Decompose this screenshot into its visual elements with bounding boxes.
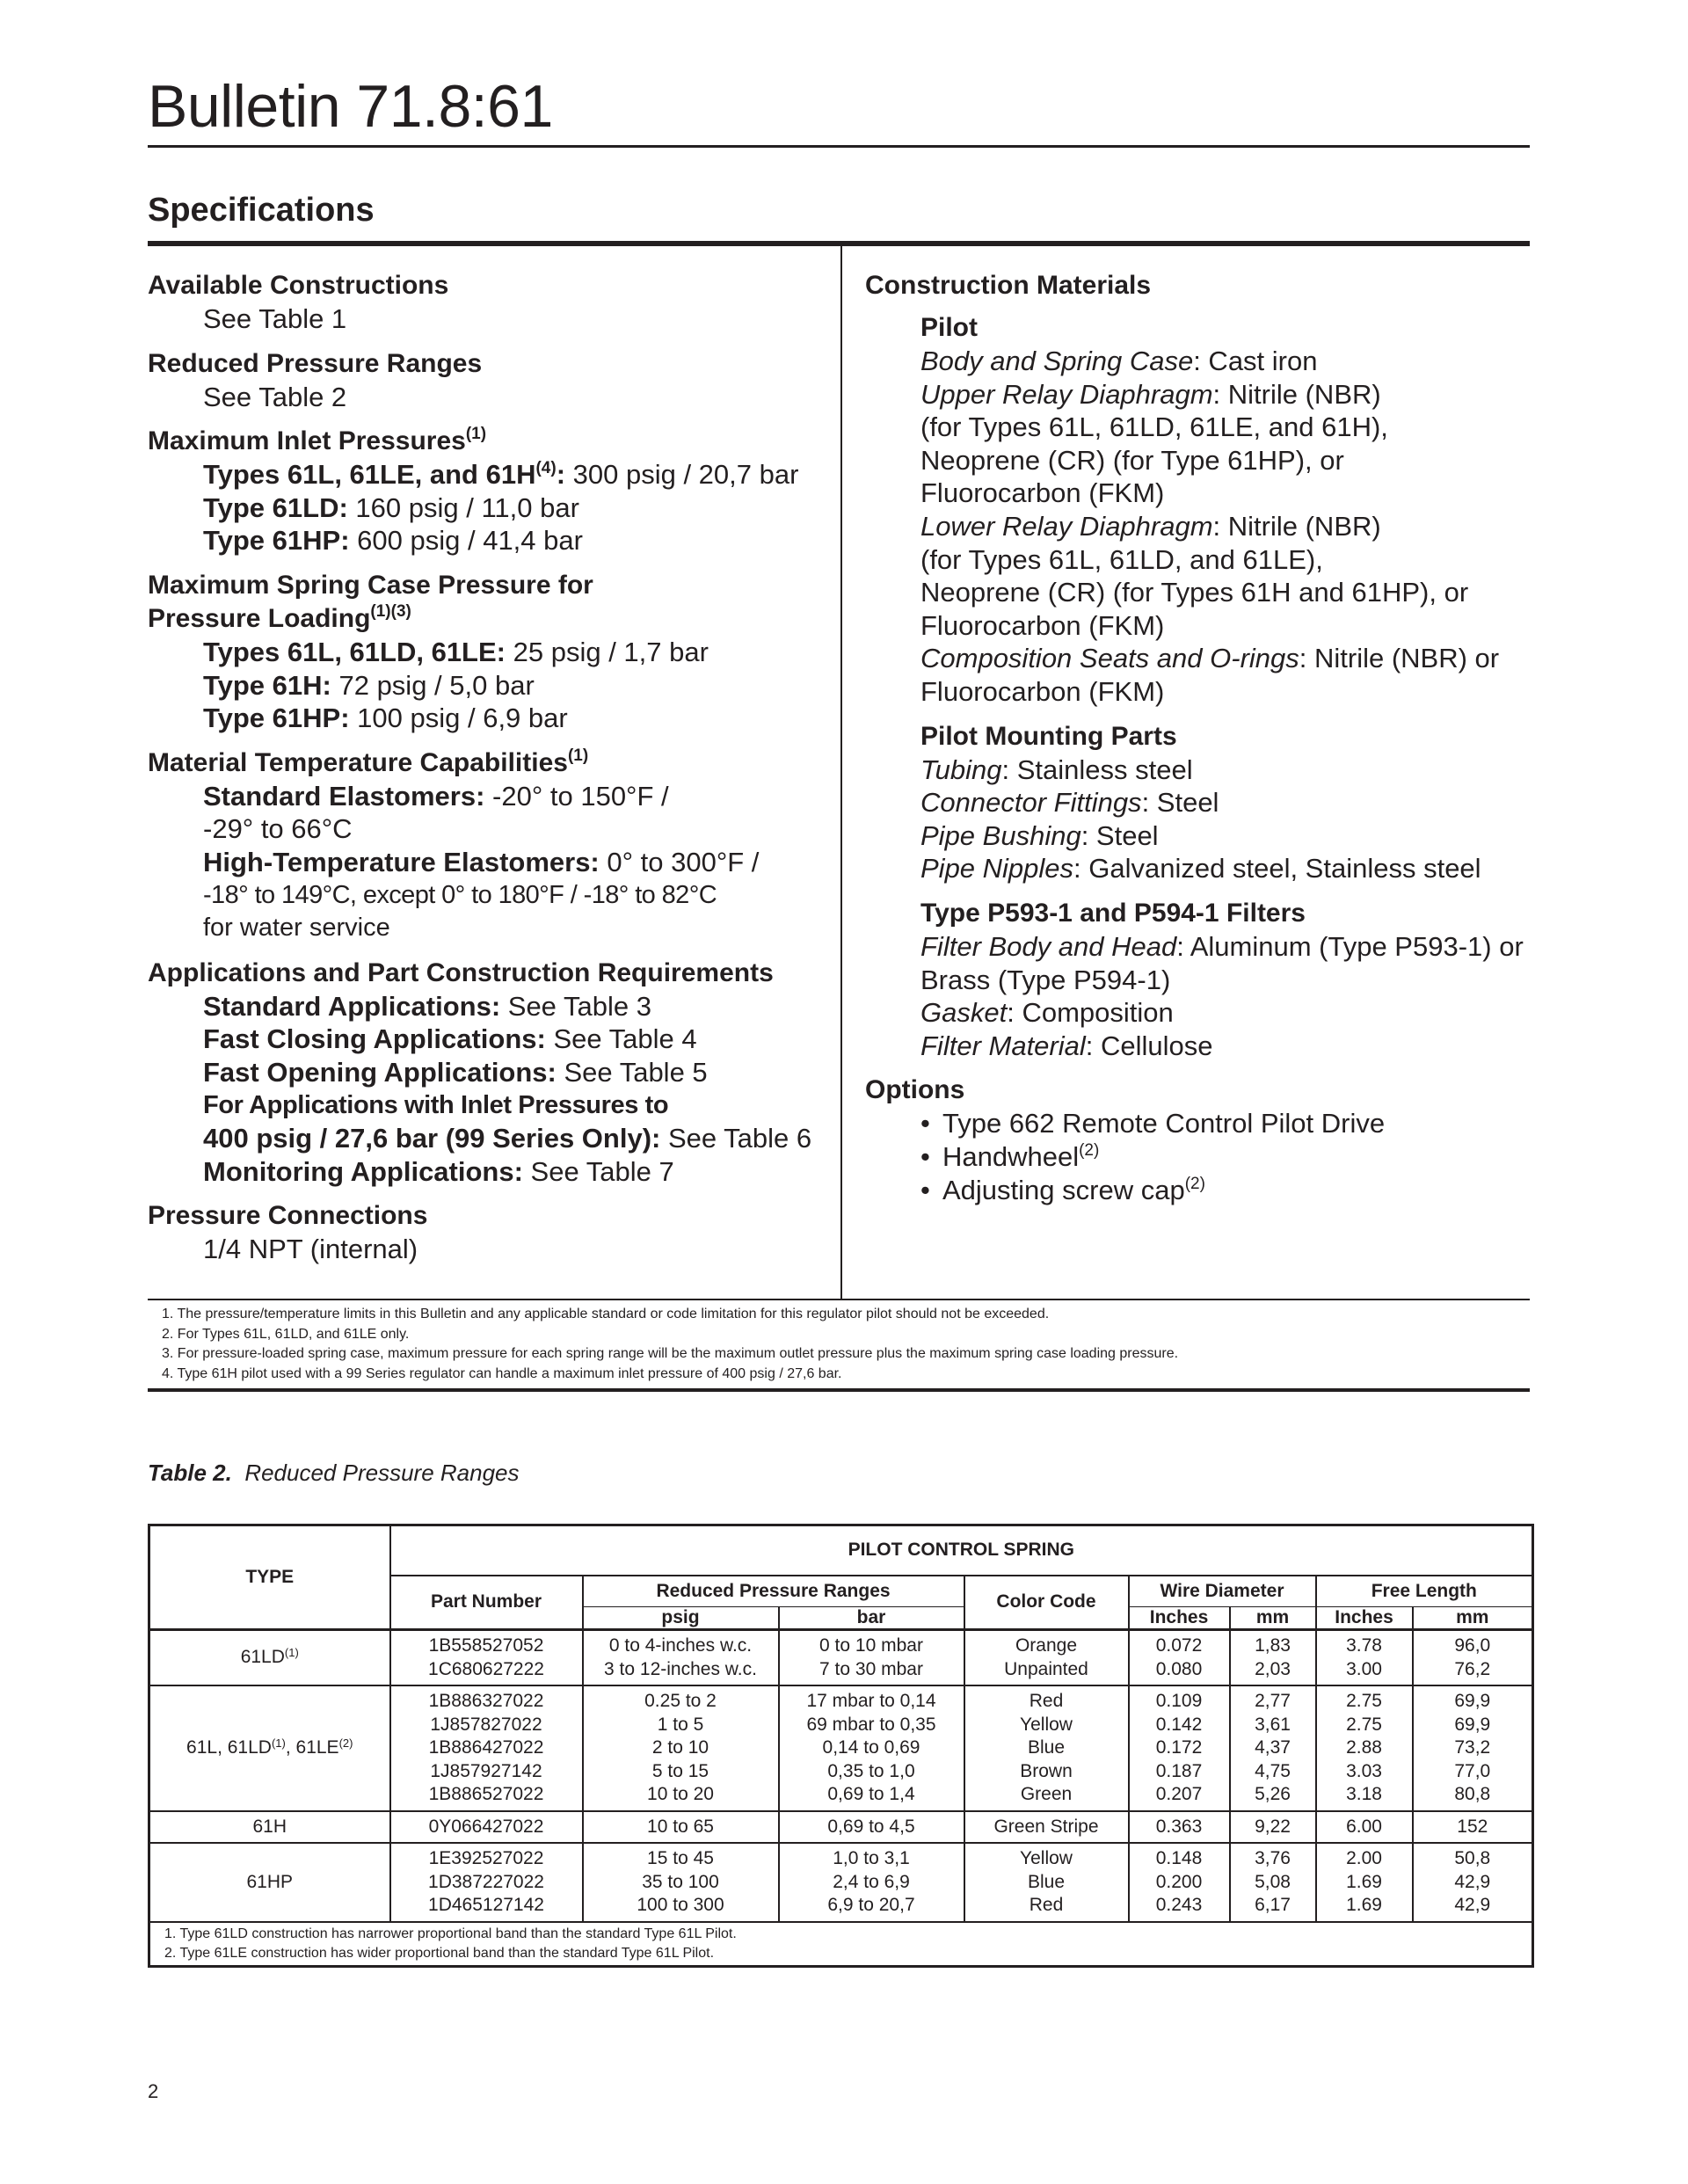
type-text-suffix: , 61LE: [285, 1737, 339, 1758]
material-value: : Nitrile (NBR): [1212, 378, 1381, 410]
application-line-inlet-2: [148, 1122, 816, 1155]
pilot-materials: [865, 311, 1530, 709]
material-temperature-capabilities: [148, 746, 816, 945]
material-value: : Aluminum (Type P593-1) or: [1176, 930, 1524, 962]
footnote: 1. Type 61LD construction has narrower proportional band than the standard Type 61L Pilot.: [164, 1926, 737, 1941]
part-number-cell: [390, 1843, 583, 1922]
cell: 96,0: [1454, 1635, 1491, 1656]
material-value: : Nitrile (NBR): [1212, 510, 1381, 542]
pilot-mounting-parts: [865, 720, 1530, 885]
cell: 1D387227022: [428, 1871, 544, 1892]
wire-mm-cell: [1230, 1630, 1316, 1686]
header-free-length: Free Length: [1316, 1576, 1533, 1607]
applications-heading: Applications and Part Construction Requirements: [148, 957, 774, 987]
application-label: 400 psig / 27,6 bar (99 Series Only):: [203, 1123, 661, 1154]
notes-rule-top: [148, 1299, 1530, 1300]
material-value: : Cast iron: [1193, 346, 1318, 376]
upper-diaphragm-line-2: (for Types 61L, 61LD, 61LE, and 61H),: [920, 411, 1388, 443]
available-constructions-value: See Table 1: [203, 303, 347, 334]
cell: Blue: [1027, 1737, 1066, 1758]
cell: 35 to 100: [642, 1871, 719, 1892]
footnote: 4. Type 61H pilot used with a 99 Series regulator can handle a maximum inlet pressure of 400 psig / 27,6 bar.: [162, 1365, 842, 1381]
mounting-item: [920, 852, 1530, 885]
filter-body-line: [920, 930, 1530, 964]
type-text: 61L, 61LD: [186, 1737, 272, 1758]
footnote: 3. For pressure-loaded spring case, maximum pressure for each spring range will be the maximum outlet pressure plus the maximum spring case loading pressure.: [162, 1346, 1179, 1361]
option-text: Type 662 Remote Control Pilot Drive: [942, 1108, 1386, 1139]
material-temp-heading-text: Material Temperature Capabilities: [148, 747, 568, 777]
wire-inches-cell: [1129, 1685, 1230, 1811]
application-value: See Table 5: [556, 1056, 708, 1088]
wire-mm-cell: [1230, 1685, 1316, 1811]
cell: 0.080: [1155, 1658, 1203, 1679]
spring-case-label: Type 61HP:: [203, 703, 350, 734]
header-inches: Inches: [1129, 1607, 1230, 1630]
cell: 3.18: [1346, 1784, 1382, 1804]
standard-elastomers-line-2: -29° to 66°C: [203, 813, 353, 845]
column-divider: [840, 246, 842, 1299]
maximum-inlet-pressures: [148, 425, 816, 557]
available-constructions-heading: Available Constructions: [148, 271, 449, 300]
cell: 5 to 15: [651, 1760, 709, 1781]
color-cell: [964, 1843, 1129, 1922]
footnote-ref: (1): [465, 425, 487, 444]
cell: 80,8: [1454, 1784, 1491, 1804]
bar-cell: [779, 1843, 964, 1922]
cell: 4,37: [1255, 1737, 1291, 1758]
cell: 1.69: [1346, 1871, 1382, 1892]
wire-mm-cell: [1230, 1843, 1316, 1922]
header-inches-free: Inches: [1316, 1607, 1413, 1630]
type-text: 61LD: [240, 1647, 285, 1668]
cell: 0.109: [1155, 1691, 1203, 1711]
free-inches-cell: [1316, 1630, 1413, 1686]
header-reduced-pressure-ranges: Reduced Pressure Ranges: [583, 1576, 964, 1607]
lower-diaphragm-line-2: (for Types 61L, 61LD, and 61LE),: [920, 543, 1323, 575]
options-heading: Options: [865, 1075, 965, 1105]
standard-elastomers-line: [148, 780, 816, 813]
option-item: [865, 1174, 1530, 1207]
cell: 2,03: [1255, 1658, 1291, 1679]
maximum-inlet-heading-text: Maximum Inlet Pressures: [148, 426, 466, 456]
cell: 100 to 300: [637, 1895, 724, 1915]
header-part-number: Part Number: [390, 1576, 583, 1630]
spring-case-label: Type 61H:: [203, 669, 331, 701]
lower-diaphragm-line-3: Neoprene (CR) (for Types 61H and 61HP), or: [920, 577, 1469, 608]
material-temp-heading: [148, 746, 816, 780]
cell: 0 to 4-inches w.c.: [608, 1635, 753, 1656]
cell: 0.142: [1155, 1714, 1203, 1735]
specifications-right-column: [865, 269, 1530, 1219]
reduced-pressure-ranges: [148, 347, 816, 414]
cell: 0,14 to 0,69: [822, 1737, 920, 1758]
upper-diaphragm-line: [920, 378, 1530, 411]
section-title: Specifications: [148, 192, 375, 229]
cell: 1.69: [1346, 1895, 1382, 1915]
part-number-cell: 0Y066427022: [390, 1811, 583, 1844]
cell: 0.148: [1155, 1848, 1203, 1868]
pressure-connections: [148, 1199, 816, 1266]
material-value: : Stainless steel: [1001, 753, 1193, 785]
footnote-ref: (1): [271, 1736, 286, 1750]
inlet-line-value: 600 psig / 41,4 bar: [349, 525, 583, 557]
application-value: See Table 7: [522, 1155, 674, 1187]
inlet-line-colon: :: [556, 459, 566, 491]
cell: 5,08: [1255, 1871, 1291, 1892]
header-wire-diameter: Wire Diameter: [1129, 1576, 1316, 1607]
header-type: TYPE: [149, 1525, 390, 1630]
spring-case-heading-text: Pressure Loading: [148, 603, 371, 633]
application-value: See Table 4: [545, 1023, 697, 1055]
header-mm: mm: [1230, 1607, 1316, 1630]
pressure-connections-heading: Pressure Connections: [148, 1201, 428, 1231]
maximum-inlet-heading: [148, 425, 816, 458]
psig-cell: [583, 1685, 779, 1811]
filters-heading: Type P593-1 and P594-1 Filters: [920, 898, 1306, 928]
spring-case-line-61hp: [148, 702, 816, 735]
cell: 1B558527052: [428, 1635, 544, 1656]
page-number: 2: [148, 2080, 159, 2102]
application-value: See Table 6: [660, 1123, 812, 1154]
cell: 3,76: [1255, 1848, 1291, 1868]
free-inches-cell: 6.00: [1316, 1811, 1413, 1844]
cell: 1,83: [1255, 1635, 1291, 1656]
cell: Red: [1029, 1691, 1064, 1711]
cell: 2.00: [1346, 1848, 1382, 1868]
cell: Red: [1029, 1895, 1064, 1915]
application-label: Fast Opening Applications:: [203, 1056, 557, 1088]
part-number-cell: [390, 1630, 583, 1686]
cell: 69,9: [1454, 1714, 1491, 1735]
psig-cell: [583, 1630, 779, 1686]
construction-materials: [865, 269, 1530, 1062]
cell: 17 mbar to 0,14: [806, 1691, 936, 1711]
specifications-left-column: [148, 269, 816, 1278]
cell: Unpainted: [1004, 1658, 1088, 1679]
upper-diaphragm-line-3: Neoprene (CR) (for Type 61HP), or: [920, 444, 1344, 476]
material-label: Body and Spring Case: [920, 346, 1194, 376]
color-cell: [964, 1685, 1129, 1811]
upper-diaphragm-line-4: Fluorocarbon (FKM): [920, 477, 1165, 509]
material-label: Connector Fittings: [920, 787, 1142, 819]
cell: Green: [1020, 1784, 1073, 1804]
material-label: Pipe Bushing: [920, 819, 1081, 851]
cell: Yellow: [1020, 1848, 1073, 1868]
seats-line: [920, 642, 1530, 675]
gasket-line: [920, 996, 1530, 1030]
footnote-ref: (1)(3): [370, 601, 411, 621]
applications-requirements: [148, 957, 816, 1189]
inlet-line-label: Type 61HP:: [203, 525, 350, 557]
lower-diaphragm-line: [920, 510, 1530, 543]
material-label: Gasket: [920, 997, 1008, 1029]
inlet-line-label: Types 61L, 61LE, and 61H: [203, 459, 536, 491]
cell: Orange: [1015, 1635, 1078, 1656]
free-mm-cell: [1413, 1630, 1533, 1686]
specification-footnotes: [148, 1305, 1530, 1384]
cell: 2 to 10: [651, 1737, 709, 1758]
application-label: Fast Closing Applications:: [203, 1023, 546, 1055]
seats-line-2: Fluorocarbon (FKM): [920, 675, 1165, 707]
cell: 1B886527022: [428, 1784, 544, 1804]
cell: 1J857827022: [430, 1714, 542, 1735]
spring-case-heading-2: [148, 602, 816, 636]
cell: 1,0 to 3,1: [833, 1848, 910, 1868]
footnote: 1. The pressure/temperature limits in this Bulletin and any applicable standard or code limitation for this regulator pilot should not be exceeded.: [162, 1307, 1050, 1321]
application-value: See Table 3: [500, 990, 651, 1022]
cell: Yellow: [1020, 1714, 1073, 1735]
cell: 1B886327022: [428, 1691, 544, 1711]
type-cell: [149, 1630, 390, 1686]
free-inches-cell: [1316, 1685, 1413, 1811]
filter-material-line: [920, 1030, 1530, 1063]
wire-inches-cell: [1129, 1630, 1230, 1686]
application-line-standard: [148, 990, 816, 1023]
cell: 1B886427022: [428, 1737, 544, 1758]
footnote: 2. Type 61LE construction has wider proportional band than the standard Type 61L Pilot.: [164, 1945, 715, 1961]
cell: 7 to 30 mbar: [819, 1658, 923, 1679]
wire-inches-cell: 0.363: [1129, 1811, 1230, 1844]
reduced-pressure-ranges-value: See Table 2: [203, 381, 347, 412]
table-row: [149, 1630, 1533, 1686]
cell: 2.88: [1346, 1737, 1382, 1758]
free-mm-cell: 152: [1413, 1811, 1533, 1844]
filter-body-line-2: Brass (Type P594-1): [920, 964, 1171, 995]
cell: 1E392527022: [428, 1848, 544, 1868]
options: [865, 1074, 1530, 1207]
type-cell: [149, 1811, 390, 1844]
type-text: 61HP: [246, 1871, 294, 1892]
footnote-ref: (1): [284, 1646, 299, 1660]
spring-case-line-61l: [148, 636, 816, 669]
pilot-heading: Pilot: [920, 313, 978, 342]
cell: 6,17: [1255, 1895, 1291, 1915]
inlet-line-61l-61le-61h: [148, 458, 816, 491]
standard-elastomers-label: Standard Elastomers:: [203, 780, 485, 812]
pressure-connections-value: 1/4 NPT (internal): [203, 1234, 418, 1265]
application-label: Standard Applications:: [203, 990, 501, 1022]
cell: 1J857927142: [430, 1760, 542, 1781]
cell: Brown: [1020, 1760, 1073, 1781]
cell: 3.00: [1346, 1658, 1382, 1679]
cell: 10 to 20: [647, 1784, 714, 1804]
standard-elastomers-value: -20° to 150°F /: [484, 780, 669, 812]
table-row: [149, 1843, 1533, 1922]
cell: 3.78: [1346, 1635, 1382, 1656]
cell: 69 mbar to 0,35: [806, 1714, 936, 1735]
notes-rule-bottom: [148, 1388, 1530, 1392]
spring-case-value: 72 psig / 5,0 bar: [331, 669, 535, 701]
material-value: : Steel: [1141, 787, 1219, 819]
cell: 0,35 to 1,0: [827, 1760, 915, 1781]
spring-case-value: 100 psig / 6,9 bar: [349, 703, 568, 734]
material-value: : Composition: [1007, 997, 1174, 1029]
bullet-icon: •: [920, 1108, 930, 1139]
high-temp-elastomers-label: High-Temperature Elastomers:: [203, 846, 600, 877]
material-label: Upper Relay Diaphragm: [920, 378, 1213, 410]
footnote-ref: (2): [1184, 1175, 1205, 1194]
part-number-cell: [390, 1685, 583, 1811]
cell: 3.03: [1346, 1760, 1382, 1781]
header-psig: psig: [583, 1607, 779, 1630]
option-text: Adjusting screw cap: [942, 1175, 1185, 1206]
cell: 1 to 5: [657, 1714, 704, 1735]
mounting-item: [920, 819, 1530, 853]
table-caption-label: Table 2.: [148, 1460, 232, 1486]
cell: 69,9: [1454, 1691, 1491, 1711]
psig-cell: 10 to 65: [583, 1811, 779, 1844]
free-mm-cell: [1413, 1843, 1533, 1922]
bullet-icon: •: [920, 1175, 930, 1206]
header-bar: bar: [779, 1607, 964, 1630]
high-temp-elastomers-line-3: for water service: [203, 914, 390, 943]
bar-cell: 0,69 to 4,5: [779, 1811, 964, 1844]
material-label: Lower Relay Diaphragm: [920, 510, 1213, 542]
table-row: [149, 1685, 1533, 1811]
maximum-spring-case-pressure: [148, 569, 816, 735]
cell: Blue: [1027, 1871, 1066, 1892]
material-label: Composition Seats and O-rings: [920, 643, 1299, 674]
header-mm-free: mm: [1413, 1607, 1533, 1630]
cell: 1C680627222: [428, 1658, 544, 1679]
option-text: Handwheel: [942, 1141, 1080, 1173]
cell: 3 to 12-inches w.c.: [604, 1658, 757, 1679]
filters: [865, 897, 1530, 1062]
type-cell: [149, 1685, 390, 1811]
cell: 2,4 to 6,9: [833, 1871, 910, 1892]
footnote-ref: (1): [567, 746, 589, 765]
cell: 5,26: [1255, 1784, 1291, 1804]
cell: 50,8: [1454, 1848, 1491, 1868]
table-footnotes-row: [149, 1922, 1533, 1967]
section-rule: [148, 241, 1530, 246]
lower-diaphragm-line-4: Fluorocarbon (FKM): [920, 609, 1165, 641]
cell: 2.75: [1346, 1714, 1382, 1735]
cell: 0.207: [1155, 1784, 1203, 1804]
cell: 0 to 10 mbar: [819, 1635, 923, 1656]
material-label: Filter Material: [920, 1030, 1086, 1061]
cell: 0.243: [1155, 1895, 1203, 1915]
available-constructions: [148, 269, 816, 336]
free-inches-cell: [1316, 1843, 1413, 1922]
free-mm-cell: [1413, 1685, 1533, 1811]
cell: 6,9 to 20,7: [827, 1895, 915, 1915]
type-text: 61H: [252, 1816, 287, 1837]
material-label: Tubing: [920, 753, 1002, 785]
reduced-pressure-ranges-heading: Reduced Pressure Ranges: [148, 348, 483, 378]
bullet-icon: •: [920, 1141, 930, 1173]
cell: 0.172: [1155, 1737, 1203, 1758]
bar-cell: [779, 1630, 964, 1686]
material-value: : Cellulose: [1085, 1030, 1213, 1061]
header-color-code: Color Code: [964, 1576, 1129, 1630]
inlet-line-61hp: [148, 524, 816, 557]
cell: 0.200: [1155, 1871, 1203, 1892]
psig-cell: [583, 1843, 779, 1922]
cell: 15 to 45: [647, 1848, 714, 1868]
wire-inches-cell: [1129, 1843, 1230, 1922]
bar-cell: [779, 1685, 964, 1811]
material-value: : Galvanized steel, Stainless steel: [1073, 853, 1481, 885]
footnote-ref: (2): [338, 1736, 353, 1750]
table-caption-text: Reduced Pressure Ranges: [244, 1460, 520, 1486]
page-title: Bulletin 71.8:61: [148, 73, 553, 140]
high-temp-elastomers-line: [148, 846, 816, 879]
footnote: 2. For Types 61L, 61LD, and 61LE only.: [162, 1326, 410, 1342]
color-cell: Green Stripe: [964, 1811, 1129, 1844]
inlet-line-value: 160 psig / 11,0 bar: [347, 491, 579, 523]
mounting-item: [920, 786, 1530, 819]
color-cell: [964, 1630, 1129, 1686]
cell: 0.25 to 2: [644, 1691, 717, 1711]
application-line-monitoring: [148, 1155, 816, 1189]
material-value: : Nitrile (NBR) or: [1299, 643, 1500, 674]
mounting-item: [920, 753, 1530, 787]
application-line-fast-closing: [148, 1023, 816, 1056]
option-item: [865, 1107, 1530, 1140]
application-line-fast-opening: [148, 1056, 816, 1089]
spring-case-value: 25 psig / 1,7 bar: [506, 636, 709, 667]
cell: 0.187: [1155, 1760, 1203, 1781]
cell: 1D465127142: [428, 1895, 544, 1915]
high-temp-elastomers-line-2: -18° to 149°C, except 0° to 180°F / -18° to 82°C: [203, 880, 717, 909]
reduced-pressure-ranges-table: [148, 1524, 1534, 1968]
mounting-heading: Pilot Mounting Parts: [920, 721, 1177, 751]
cell: 2.75: [1346, 1691, 1382, 1711]
header-pilot-control-spring: PILOT CONTROL SPRING: [390, 1525, 1533, 1576]
application-line-inlet-1: For Applications with Inlet Pressures to: [203, 1090, 669, 1119]
spring-case-heading-1: Maximum Spring Case Pressure for: [148, 570, 593, 600]
cell: 42,9: [1454, 1895, 1491, 1915]
cell: 4,75: [1255, 1760, 1291, 1781]
construction-materials-heading: Construction Materials: [865, 271, 1152, 300]
inlet-line-value: 300 psig / 20,7 bar: [565, 459, 799, 491]
inlet-line-61ld: [148, 491, 816, 525]
material-label: Filter Body and Head: [920, 930, 1177, 962]
cell: 0,69 to 1,4: [827, 1784, 915, 1804]
cell: 42,9: [1454, 1871, 1491, 1892]
cell: 2,77: [1255, 1691, 1291, 1711]
high-temp-elastomers-value: 0° to 300°F /: [599, 846, 760, 877]
table-caption: [148, 1460, 520, 1487]
cell: 73,2: [1454, 1737, 1491, 1758]
table-row: [149, 1811, 1533, 1844]
type-cell: [149, 1843, 390, 1922]
cell: 77,0: [1454, 1760, 1491, 1781]
title-rule: [148, 145, 1530, 148]
footnote-ref: (2): [1079, 1141, 1100, 1161]
wire-mm-cell: 9,22: [1230, 1811, 1316, 1844]
inlet-line-label: Type 61LD:: [203, 491, 348, 523]
cell: 3,61: [1255, 1714, 1291, 1735]
cell: 76,2: [1454, 1658, 1491, 1679]
option-item: [865, 1140, 1530, 1174]
cell: 0.072: [1155, 1635, 1203, 1656]
material-value: : Steel: [1080, 819, 1159, 851]
application-label: Monitoring Applications:: [203, 1155, 523, 1187]
spring-case-label: Types 61L, 61LD, 61LE:: [203, 636, 506, 667]
footnote-ref: (4): [535, 459, 557, 478]
pilot-body-line: [920, 345, 1530, 378]
table-footnotes: [149, 1922, 1533, 1967]
material-label: Pipe Nipples: [920, 853, 1074, 885]
spring-case-line-61h: [148, 669, 816, 703]
